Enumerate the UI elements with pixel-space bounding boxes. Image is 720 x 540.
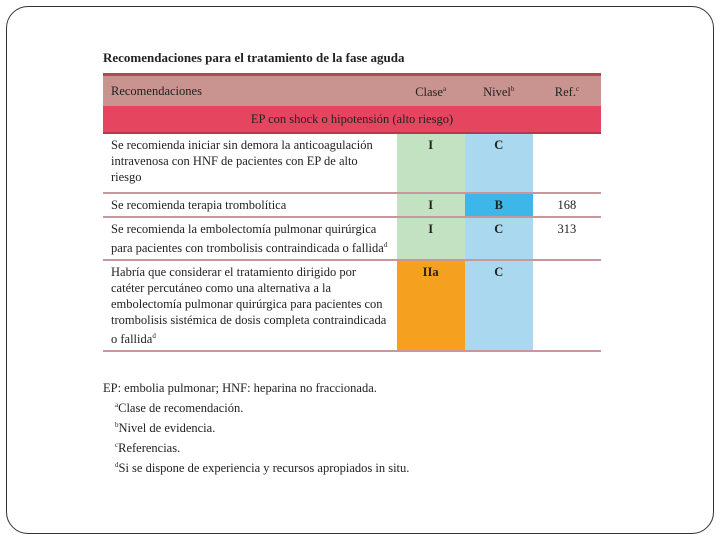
row-clase: IIa — [397, 260, 465, 351]
row-nivel: C — [465, 133, 533, 193]
abbreviations-note: EP: embolia pulmonar; HNF: heparina no fraccionada. — [103, 381, 377, 395]
section-label: EP con shock o hipotensión (alto riesgo) — [103, 106, 601, 133]
footnote-a: $^a$Clase de recomendación. — [115, 401, 244, 416]
header-recomendaciones: Recomendaciones — [103, 75, 397, 107]
row-clase: I — [397, 133, 465, 193]
footnote-b: $^b$Nivel de evidencia. — [115, 421, 216, 436]
header-row — [103, 75, 601, 107]
row-nivel: C — [465, 217, 533, 260]
header-clase: Clase$^a$ — [397, 75, 465, 107]
table-row — [103, 260, 601, 351]
header-nivel: Nivel$^b$ — [465, 75, 533, 107]
footnotes — [103, 380, 409, 478]
table-row — [103, 133, 601, 193]
row-ref: 313 — [533, 217, 601, 260]
row-text: Se recomienda iniciar sin demora la anticoagulación intravenosa con HNF de pacientes con EP de alto riesgo — [103, 133, 397, 193]
footnote-d: $^d$Si se dispone de experiencia y recursos apropiados in situ. — [115, 461, 410, 476]
row-nivel: B — [465, 193, 533, 217]
recommendations-table — [103, 73, 601, 352]
row-text: Se recomienda la embolectomía pulmonar quirúrgica para pacientes con trombolisis contraindicada o fallida$^d$ — [103, 217, 397, 260]
row-text: Se recomienda terapia trombolítica — [103, 193, 397, 217]
table-title: Recomendaciones para el tratamiento de la fase aguda — [103, 50, 405, 65]
footnote-c: $^c$Referencias. — [115, 441, 181, 456]
row-nivel: C — [465, 260, 533, 351]
section-row — [103, 106, 601, 133]
row-ref: 168 — [533, 193, 601, 217]
row-ref — [533, 133, 601, 193]
row-clase: I — [397, 217, 465, 260]
row-clase: I — [397, 193, 465, 217]
header-ref: Ref.$^c$ — [533, 75, 601, 107]
row-text: Habría que considerar el tratamiento dirigido por catéter percutáneo como una alternativa a la embolectomía pulmonar quirúrgica para pacientes con trombolisis sistémica de dosis completa contraindicada o fallida$^d$ — [103, 260, 397, 351]
table-row — [103, 217, 601, 260]
table-row — [103, 193, 601, 217]
row-ref — [533, 260, 601, 351]
